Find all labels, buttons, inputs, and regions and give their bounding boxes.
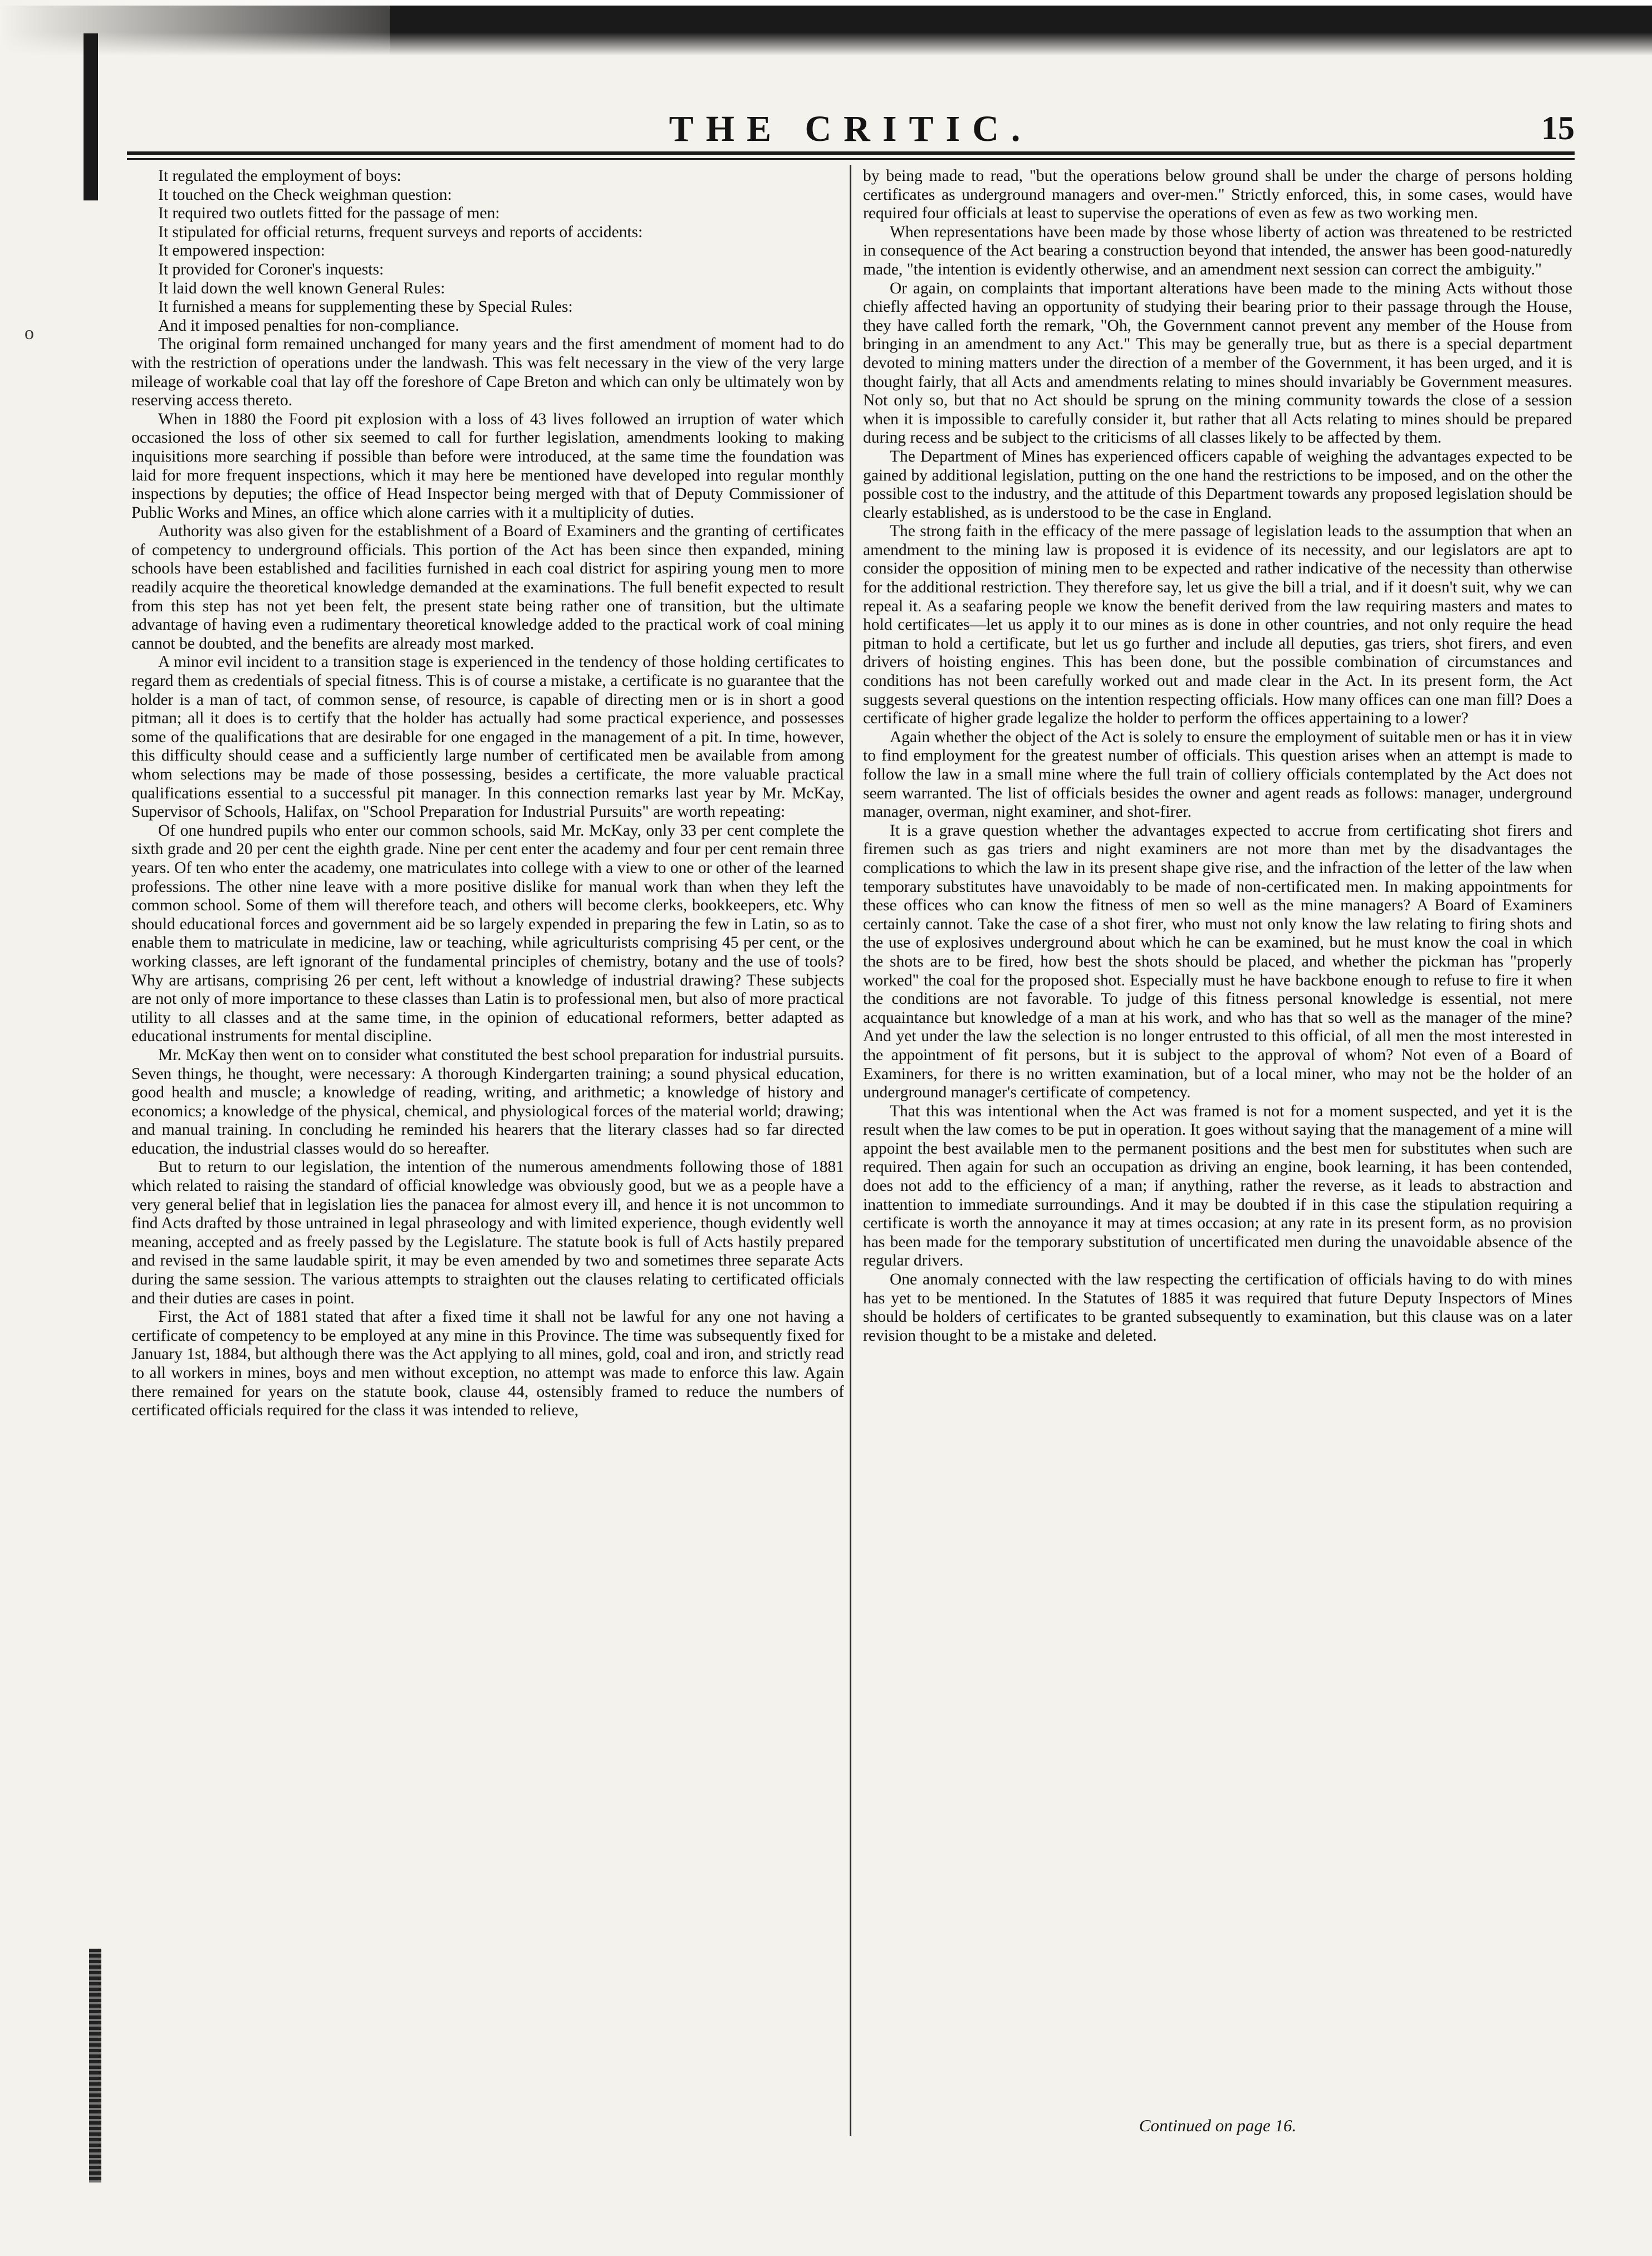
paragraph: The Department of Mines has experienced officers capable of weighing the advantages expected to be gained by additional legislation, putting on the one hand the restrictions to be imposed, and on the other the possible cost to the industry, and the attitude of this Department towards any proposed legislation should be clearly established, as is understood to be the case in England. — [863, 447, 1572, 522]
paragraph: One anomaly connected with the law respecting the certification of officials having to do with mines has yet to be mentioned. In the Statutes of 1885 it was required that future Deputy Inspectors of Mines should be holders of certificates to be granted subsequently to examination, but this clause was on a later revision thought to be a mistake and deleted. — [863, 1271, 1572, 1345]
paragraph: It empowered inspection: — [158, 242, 325, 260]
paragraph: It laid down the well known General Rules: — [158, 279, 445, 297]
binding-mark-bottom — [89, 1949, 101, 2183]
paragraph: Of one hundred pupils who enter our common schools, said Mr. McKay, only 33 per cent complete the sixth grade and 20 per cent the eighth grade. Nine per cent enter the academy and four per cent remain three years. Of ten who enter the academy, one matriculates into college with a view to one or other of the learned professions. The other nine leave with a more positive dislike for manual work than when they left the common school. Some of them will therefore teach, and others will become clerks, bookkeepers, etc. Why should educational forces and government aid be so largely expended in preparing the few in Latin, so as to enable them to matriculate in medicine, law or teaching, while agriculturists comprising 45 per cent, or the working classes, are left ignorant of the fundamental principles of chemistry, botany and the use of tools? Why are artisans, comprising 26 per cent, left without a knowledge of industrial drawing? These subjects are not only of more importance to these classes than Latin is to professional men, but also of more practical utility to all classes and at the same time, in the opinion of educational reformers, better adapted as educational instruments for mental discipline. — [131, 821, 844, 1046]
margin-circle-mark: o — [24, 323, 34, 344]
continued-note: Continued on page 16. — [1139, 2116, 1297, 2135]
header-rule-thin — [127, 158, 1575, 160]
paragraph: Authority was also given for the establishment of a Board of Examiners and the granting of certificates of competency to underground officials. This portion of the Act has been since then expanded, mining schools have been established and facilities furnished in each coal district for aspiring young men to more readily acquire the theoretical knowledge demanded at the examinations. The full benefit expected to result from this step has not yet been felt, the present state being rather one of transition, but the ultimate advantage of having even a rudimentary theoretical knowledge added to the practical work of coal mining cannot be doubted, and the benefits are already most marked. — [131, 522, 844, 653]
paragraph: The original form remained unchanged for many years and the first amendment of moment had to do with the restriction of operations under the landwash. This was felt necessary in the view of the very large mileage of workable coal that lay off the foreshore of Cape Breton and which can only be ultimately won by reserving access thereto. — [131, 335, 844, 410]
paragraph: It provided for Coroner's inquests: — [158, 260, 384, 278]
paragraph: It stipulated for official returns, frequent surveys and reports of accidents: — [158, 223, 643, 241]
paragraph: First, the Act of 1881 stated that after a fixed time it shall not be lawful for any one not having a certificate of competency to be employed at any mine in this Province. The time was subsequently fixed for January 1st, 1884, but although there was the Act applying to all mines, gold, coal and iron, and strictly read to all workers in mines, boys and men without exception, no attempt was made to enforce this law. Again there remained for years on the statute book, clause 44, ostensibly framed to reduce the numbers of certificated officials required for the class it was intended to relieve, — [131, 1308, 844, 1420]
column-divider — [850, 165, 851, 2136]
scan-top-edge-fade — [0, 0, 390, 66]
paragraph: by being made to read, "but the operations below ground shall be under the charge of persons holding certificates as underground managers and over-men." Strictly enforced, this, in some cases, would have required four officials at least to supervise the operations of even as few as two working men. — [863, 167, 1572, 223]
paragraph: Again whether the object of the Act is solely to ensure the employment of suitable men or has it in view to find employment for the greatest number of officials. This question arises when an attempt is made to follow the law in a small mine where the full train of colliery officials contemplated by the Act does not seem warranted. The list of officials besides the owner and agent reads as follows: manager, underground manager, overman, night examiner, and shot-firer. — [863, 728, 1572, 821]
paragraph: When representations have been made by those whose liberty of action was threatened to be restricted in consequence of the Act bearing a construction beyond that intended, the answer has been good-naturedly made, "the intention is evidently otherwise, and an amendment next session can correct the ambiguity." — [863, 223, 1572, 278]
right-column — [863, 167, 1572, 1345]
header-rule-thick — [127, 151, 1575, 155]
page-number: 15 — [1541, 110, 1575, 146]
paragraph: When in 1880 the Foord pit explosion with a loss of 43 lives followed an irruption of water which occasioned the loss of other six seemed to call for further legislation, amendments looking to making inquisitions more searching if possible than before were introduced, at the same time the foundation was laid for more frequent inspections, which it may here be mentioned have developed into regular monthly inspections by deputies; the office of Head Inspector being merged with that of Deputy Commissioner of Public Works and Mines, an office which alone carries with it a multiplicity of duties. — [131, 410, 844, 522]
paragraph: Mr. McKay then went on to consider what constituted the best school preparation for industrial pursuits. Seven things, he thought, were necessary: A thorough Kindergarten training; a sound physical education, good health and muscle; a knowledge of reading, writing, and arithmetic; a knowledge of history and economics; a knowledge of the physical, chemical, and physiological forces of the material world; drawing; and manual training. In concluding he reminded his hearers that the literary classes had so far directed education, the industrial classes would do so hereafter. — [131, 1046, 844, 1158]
paragraph: Or again, on complaints that important alterations have been made to the mining Acts without those chiefly affected having an opportunity of studying their bearing prior to their passage through the House, they have called forth the remark, "Oh, the Government cannot prevent any member of the House from bringing in an amendment to any Act." This may be generally true, but as there is a special department devoted to mining matters under the direction of a member of the Government, it has been urged, and it is thought fairly, that all Acts and amendments relating to mines should invariably be Government measures. Not only so, but that no Act should be sprung on the mining community towards the close of a session when it is impossible to carefully consider it, but rather that all Acts relating to mines should be prepared during recess and be subject to the criticisms of all classes likely to be affected by them. — [863, 279, 1572, 447]
page-header — [127, 100, 1575, 150]
page-title: THE CRITIC. — [669, 109, 1033, 149]
left-column — [131, 167, 844, 1420]
paragraph: It touched on the Check weighman question: — [158, 185, 452, 204]
paragraph: It regulated the employment of boys: — [158, 167, 401, 185]
paragraph: And it imposed penalties for non-compliance. — [158, 316, 459, 335]
paragraph: The strong faith in the efficacy of the mere passage of legislation leads to the assumption that when an amendment to the mining law is proposed it is evidence of its necessity, and our legislators are apt to consider the opposition of mining men to be expected and rather indicative of the necessity than otherwise for the additional restriction. They therefore say, let us give the bill a trial, and if it doesn't suit, why we can repeal it. As a seafaring people we know the benefit derived from the law requiring masters and mates to hold certificates—let us apply it to our mines as is done in other countries, and not only require the head pitman to hold a certificate, but let us go further and include all deputies, gas triers, shot firers, and even drivers of hoisting engines. This has been done, but the possible combination of circumstances and conditions has not been carefully worked out and made clear in the Act. In its present form, the Act suggests several questions on the intention respecting officials. How many offices can one man fill? Does a certificate of higher grade legalize the holder to perform the offices appertaining to a lower? — [863, 522, 1572, 728]
paragraph: A minor evil incident to a transition stage is experienced in the tendency of those holding certificates to regard them as credentials of special fitness. This is of course a mistake, a certificate is no guarantee that the holder is a man of tact, of common sense, of resource, is capable of directing men or is in short a good pitman; all it does is to certify that the holder has actually had some practical experience, and possesses some of the qualifications that are desirable for one engaged in the management of a pit. In time, however, this difficulty should cease and a sufficiently large number of certificated men be available from among whom selections may be made of those possessing, besides a certificate, the more valuable practical qualifications essential to a successful pit manager. In this connection remarks last year by Mr. McKay, Supervisor of Schools, Halifax, on "School Preparation for Industrial Pursuits" are worth repeating: — [131, 653, 844, 821]
paragraph: But to return to our legislation, the intention of the numerous amendments following those of 1881 which related to raising the standard of official knowledge was obviously good, but we as a people have a very general belief that in legislation lies the panacea for almost every ill, and hence it is not uncommon to find Acts drafted by those untrained in legal phraseology and with limited experience, though evidently well meaning, accepted and as freely passed by the Legislature. The statute book is full of Acts hastily prepared and revised in the same laudable spirit, it may be even amended by two and sometimes three separate Acts during the same session. The various attempts to straighten out the clauses relating to certificated officials and their duties are cases in point. — [131, 1158, 844, 1307]
paragraph: It required two outlets fitted for the passage of men: — [158, 204, 500, 223]
paragraph: It is a grave question whether the advantages expected to accrue from certificating shot firers and firemen such as gas triers and night examiners are not more than met by the disadvantages the complications to which the law in its present shape give rise, and the infraction of the letter of the law when temporary substitutes have unavoidably to be made of non-certificated men. In making appointments for these offices who can know the fitness of men so well as the mine managers? A Board of Examiners certainly cannot. Take the case of a shot firer, who must not only know the law relating to firing shots and the use of explosives underground about which he can be examined, but he must know the coal in which the shots are to be fired, how best the shots should be placed, and whether the pickman has "properly worked" the coal for the proposed shot. Especially must he have backbone enough to refuse to fire it when the conditions are not favorable. To judge of this fitness personal knowledge is essential, not mere acquaintance but knowledge of a man at his work, and who has that so well as the manager of the mine? And yet under the law the selection is no longer entrusted to this official, of all men the most interested in the appointment of fit persons, but it is subject to the approval of whom? Not even of a Board of Examiners, for there is no written examination, but of a local miner, who may not be the holder of an underground manager's certificate of competency. — [863, 821, 1572, 1102]
paragraph: It furnished a means for supplementing these by Special Rules: — [158, 298, 573, 316]
paragraph: That this was intentional when the Act was framed is not for a moment suspected, and yet it is the result when the law comes to be put in operation. It goes without saying that the management of a mine will appoint the best available men to the permanent positions and the best men for substitutes when such are required. Then again for such an occupation as driving an engine, book learning, it has been contended, does not add to the efficiency of a man; if anything, rather the reverse, as it leads to abstraction and inattention to immediate surroundings. And it may be doubted if in this case the stipulation requiring a certificate is worth the annoyance it may at times occasion; at any rate in its present form, as no provision has been made for the temporary substitution of uncertificated men during the unavoidable absence of the regular drivers. — [863, 1102, 1572, 1270]
binding-mark-top — [84, 33, 98, 200]
